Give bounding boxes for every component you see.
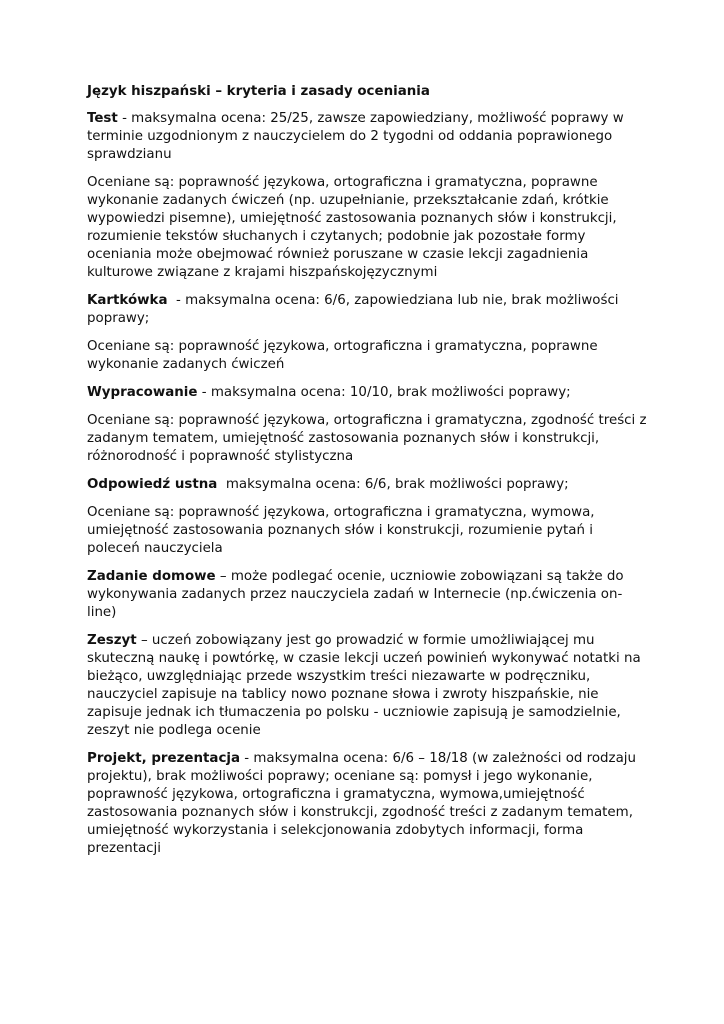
section-text-odpowiedz-ustna: maksymalna ocena: 6/6, brak możliwości poprawy; — [217, 477, 569, 492]
section-zadanie-domowe — [87, 568, 647, 622]
section-heading-test: Test — [87, 111, 118, 126]
section-zeszyt — [87, 632, 647, 740]
section-heading-projekt: Projekt, prezentacja — [87, 751, 241, 766]
document-page — [87, 83, 647, 868]
section-heading-wypracowanie: Wypracowanie — [87, 385, 198, 400]
section-test — [87, 110, 647, 164]
section-text-kartkowka: - maksymalna ocena: 6/6, zapowiedziana lub nie, brak możliwości poprawy; — [87, 293, 623, 326]
section-text-zadanie-domowe: – może podlegać ocenie, uczniowie zobowiązani są także do wykonywania zadanych przez nauczyciela zadań w Internecie (np.ćwiczenia on-line) — [87, 569, 624, 620]
section-kartkowka — [87, 292, 647, 328]
section-heading-kartkowka: Kartkówka — [87, 293, 168, 308]
section-text-zeszyt: – uczeń zobowiązany jest go prowadzić w formie umożliwiającej mu skuteczną naukę i powtórkę, w czasie lekcji uczeń powinień wykonywać notatki na bieżąco, uwzględniając przede wszystkim treści niezawarte w podręczniku, nauczyciel zapisuje na tablicy nowo poznane słowa i zwroty hiszpańskie, nie zapisuje jednak ich tłumaczenia po polsku - uczniowie zapisują je samodzielnie, zeszyt nie podlega ocenie — [87, 633, 641, 738]
section-text-test: - maksymalna ocena: 25/25, zawsze zapowiedziany, możliwość poprawy w terminie uzgodnionym z nauczycielem do 2 tygodni od oddania poprawionego sprawdzianu — [87, 111, 624, 162]
section-heading-zadanie-domowe: Zadanie domowe — [87, 569, 216, 584]
section-wypracowanie — [87, 384, 647, 402]
section-text-projekt: - maksymalna ocena: 6/6 – 18/18 (w zależności od rodzaju projektu), brak możliwości poprawy; oceniane są: pomysł i jego wykonanie, poprawność językowa, ortograficzna i gramatyczna, wymowa,umiejętność zastosowania poznanych słów i konstrukcji, zgodność treści z zadanym tematem, umiejętność wykorzystania i selekcjonowania zdobytych informacji, forma prezentacji — [87, 751, 637, 856]
criteria-odpowiedz-ustna: Oceniane są: poprawność językowa, ortograficzna i gramatyczna, wymowa, umiejętność zastosowania poznanych słów i konstrukcji, rozumienie pytań i poleceń nauczyciela — [87, 505, 595, 556]
section-odpowiedz-ustna — [87, 476, 647, 494]
document-title: Język hiszpański – kryteria i zasady oceniania — [87, 84, 430, 99]
section-text-wypracowanie: - maksymalna ocena: 10/10, brak możliwości poprawy; — [197, 385, 571, 400]
criteria-kartkowka: Oceniane są: poprawność językowa, ortograficzna i gramatyczna, poprawne wykonanie zadanych ćwiczeń — [87, 339, 598, 372]
section-projekt — [87, 750, 647, 858]
section-heading-odpowiedz-ustna: Odpowiedź ustna — [87, 477, 218, 492]
criteria-test: Oceniane są: poprawność językowa, ortograficzna i gramatyczna, poprawne wykonanie zadanych ćwiczeń (np. uzupełnianie, przekształcanie zdań, krótkie wypowiedzi pisemne), umiejętność zastosowania poznanych słów i konstrukcji, rozumienie tekstów słuchanych i czytanych; podobnie jak pozostałe formy oceniania może obejmować również poruszane w czasie lekcji zagadnienia kulturowe związane z krajami hiszpańskojęzycznymi — [87, 175, 617, 280]
section-heading-zeszyt: Zeszyt — [87, 633, 137, 648]
criteria-wypracowanie: Oceniane są: poprawność językowa, ortograficzna i gramatyczna, zgodność treści z zadanym tematem, umiejętność zastosowania poznanych słów i konstrukcji, różnorodność i poprawność stylistyczna — [87, 413, 647, 464]
